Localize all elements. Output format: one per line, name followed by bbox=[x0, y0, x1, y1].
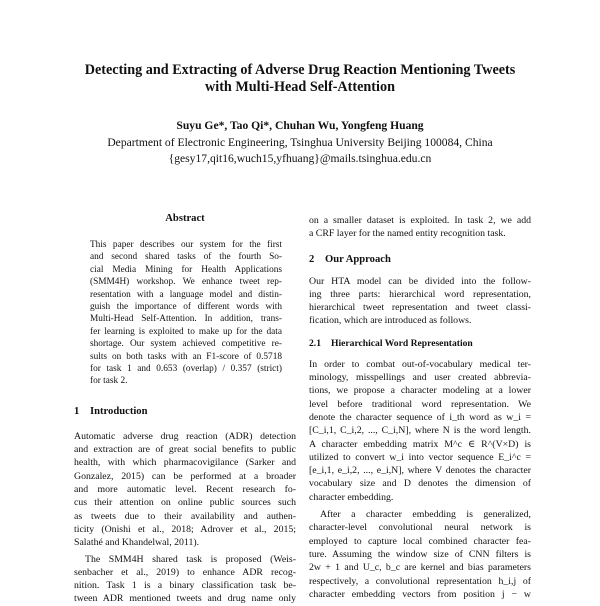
abstract-line: and second shared tasks of the fourth So- bbox=[90, 252, 282, 263]
subsection-line: denote the character sequence of i_th word as w_i = bbox=[309, 411, 531, 423]
subsection-line: character-level convolutional neural network is bbox=[309, 522, 531, 534]
intro-line: ticity (Onishi et al., 2018; Adrover et al., 2015; bbox=[74, 523, 296, 535]
section-title: Our Approach bbox=[325, 253, 391, 265]
intro-line: health, with which pharmacovigilance (Sarker and bbox=[74, 457, 296, 469]
abstract-line: for task 2. bbox=[90, 376, 128, 387]
subsection-line: level before traditional word representation. We bbox=[309, 398, 531, 410]
left-column bbox=[74, 212, 296, 606]
abstract-line: shortage. Our system achieved competitive re- bbox=[90, 339, 282, 350]
approach-line: Our HTA model can be divided into the follow- bbox=[309, 275, 531, 287]
intro-line: and more automatic level. Recent research fo- bbox=[74, 484, 296, 496]
section-number: 1 bbox=[74, 405, 80, 417]
subsection-line: character embedding vectors from position j − w bbox=[309, 588, 531, 600]
intro-paragraph-1 bbox=[74, 430, 296, 550]
abstract-line: fer learning is exploited to make up for the data bbox=[90, 326, 282, 337]
abstract-line: This paper describes our system for the first bbox=[90, 240, 282, 250]
section-title: Introduction bbox=[90, 405, 148, 417]
author-list: Suyu Ge*, Tao Qi*, Chuhan Wu, Yongfeng Huang bbox=[176, 119, 424, 132]
subsection-paragraph-1 bbox=[309, 358, 531, 504]
intro-line: cus their attention on online public sources such bbox=[74, 497, 296, 509]
section-heading-introduction bbox=[74, 405, 296, 419]
subsection-line: After a character embedding is generalized, bbox=[320, 509, 531, 521]
intro-line: Salathé and Khandelwal, 2011). bbox=[74, 537, 200, 549]
subsection-number: 2.1 bbox=[309, 337, 321, 349]
approach-line: fication, which are introduced as follows. bbox=[309, 315, 472, 327]
abstract-body bbox=[90, 239, 282, 388]
subsection-paragraph-2 bbox=[309, 508, 531, 601]
subsection-heading bbox=[309, 337, 531, 350]
subsection-title: Hierarchical Word Representation bbox=[331, 337, 473, 349]
subsection-line: [C_i,1, C_i,2, ..., C_i,N], where N is the word length. bbox=[309, 425, 531, 437]
abstract-line: (SMM4H) workshop. We enhance tweet rep- bbox=[90, 277, 282, 288]
intro-line: The SMM4H shared task is proposed (Weis- bbox=[85, 553, 296, 565]
subsection-line: minology, misspellings and user created abbrevia- bbox=[309, 372, 531, 384]
subsection-line: In order to combat out-of-vocabulary medical ter- bbox=[309, 358, 531, 370]
continued-line: on a smaller dataset is exploited. In task 2, we add bbox=[309, 215, 531, 226]
subsection-line: A character embedding matrix M^c ∈ R^(V×D) is bbox=[309, 438, 531, 450]
abstract-heading: Abstract bbox=[165, 213, 205, 224]
subsection-line: vocabulary size and D denotes the dimension of bbox=[309, 478, 531, 490]
abstract-line: cial Media Mining for Health Applications bbox=[90, 264, 282, 275]
intro-line: tween ADR mentioned tweets and drug name only bbox=[74, 593, 296, 605]
paper-title bbox=[40, 62, 560, 96]
subsection-line: character embedding. bbox=[309, 491, 394, 503]
section-heading-approach bbox=[309, 253, 531, 267]
section-number: 2 bbox=[309, 253, 315, 265]
abstract-line: sults on both tasks with an F1-score of 0.5718 bbox=[90, 351, 282, 362]
intro-paragraph-2 bbox=[74, 553, 296, 606]
intro-line: nition. Task 1 is a binary classification task be- bbox=[74, 580, 296, 592]
abstract-line: resentation with a language model and distin- bbox=[90, 289, 282, 300]
abstract-line: for task 1 and 0.653 (overlap) / 0.357 (strict) bbox=[90, 364, 282, 375]
subsection-line: employed to capture local combined character fea- bbox=[309, 535, 531, 547]
subsection-line: [e_i,1, e_i,2, ..., e_i,N], where V denotes the character bbox=[309, 465, 531, 477]
intro-line: senbacher et al., 2019) to enhance ADR recog- bbox=[74, 566, 296, 578]
department: Department of Electronic Engineering, Tsinghua University Beijing 100084, China bbox=[107, 136, 493, 149]
intro-line: Automatic adverse drug reaction (ADR) detection bbox=[74, 430, 296, 442]
subsection-line: 2w + 1 and U_c, b_c are kernel and bias parameters bbox=[309, 562, 531, 574]
intro-line: Gonzalez, 2015) can be performed at a broader bbox=[74, 470, 296, 482]
intro-line: and extraction are of great social benefits to public bbox=[74, 444, 296, 456]
title-line-2: with Multi-Head Self-Attention bbox=[205, 79, 395, 95]
abstract-line: Multi-Head Self-Attention. In addition, trans- bbox=[90, 314, 282, 325]
continued-paragraph bbox=[309, 214, 531, 241]
subsection-line: utilized to convert w_i into vector sequence E_i^c = bbox=[309, 451, 531, 463]
approach-line: hierarchical tweet representation and tweet classi- bbox=[309, 302, 531, 314]
subsection-line: respectively, a convolutional representation h_i,j of bbox=[309, 575, 531, 587]
intro-line: as tweets due to their availability and authen- bbox=[74, 510, 296, 522]
subsection-line: ture. Assuming the window size of CNN filters is bbox=[309, 548, 531, 560]
approach-line: ing three parts: hierarchical word representation, bbox=[309, 288, 531, 300]
title-line-1: Detecting and Extracting of Adverse Drug Reaction Mentioning Tweets bbox=[84, 62, 516, 78]
right-column bbox=[309, 212, 531, 601]
abstract-line: guish the importance of different words with bbox=[90, 302, 282, 313]
approach-paragraph bbox=[309, 275, 531, 328]
continued-line: a CRF layer for the named entity recognition task. bbox=[309, 228, 506, 240]
subsection-line: tions, we propose a character modeling at a lower bbox=[309, 385, 531, 397]
affiliation bbox=[40, 135, 560, 166]
author-emails: {gesy17,qit16,wuch15,yfhuang}@mails.tsinghua.edu.cn bbox=[168, 151, 432, 165]
